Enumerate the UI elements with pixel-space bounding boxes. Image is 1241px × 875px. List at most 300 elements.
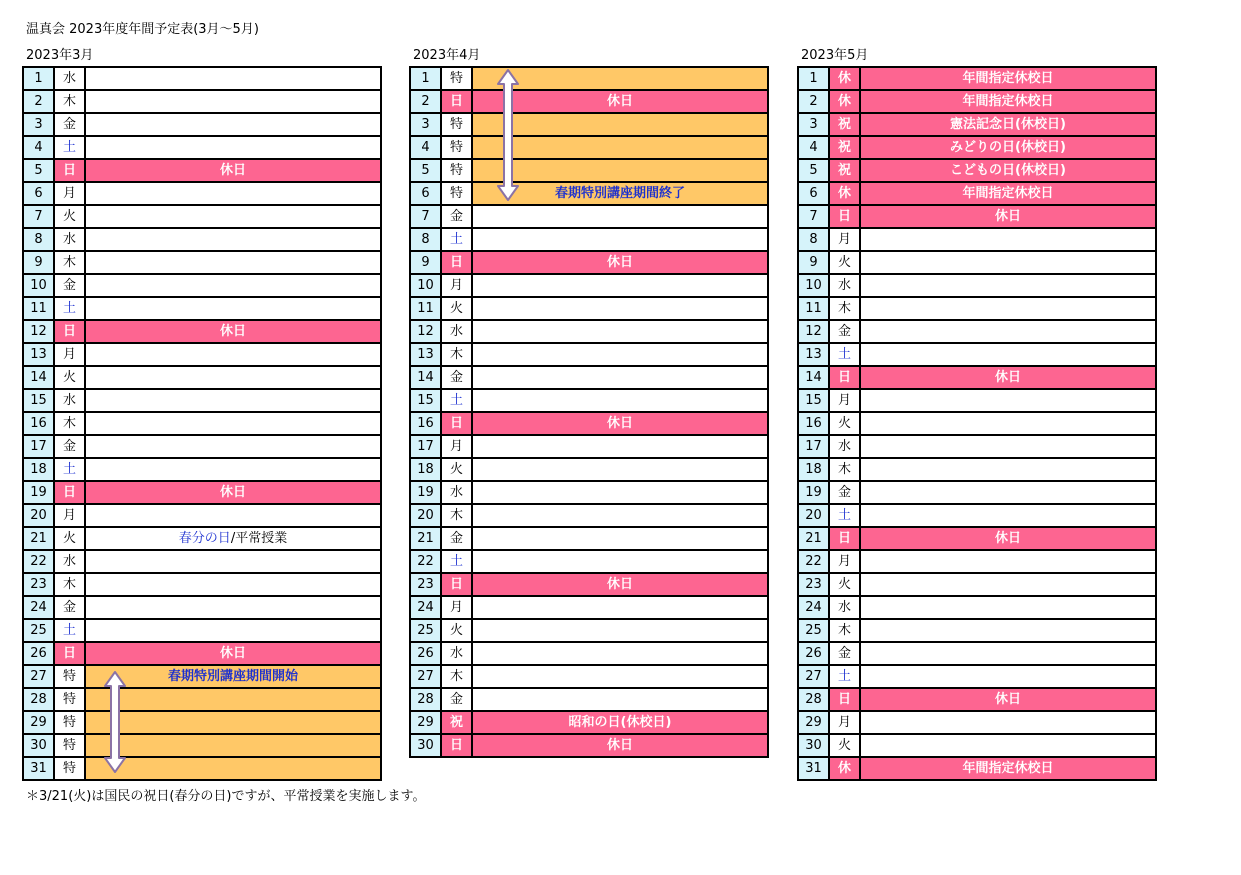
calendar-row <box>410 205 768 228</box>
day-number-cell: 4 <box>410 136 441 159</box>
schedule-note-cell <box>860 251 1156 274</box>
weekday-cell: 水 <box>441 481 472 504</box>
calendar-row <box>23 711 381 734</box>
calendar-row <box>23 665 381 688</box>
month-title-march: 2023年3月 <box>26 48 94 63</box>
calendar-row <box>798 619 1156 642</box>
day-number-cell: 17 <box>798 435 829 458</box>
schedule-note-cell <box>860 228 1156 251</box>
weekday-cell: 祝 <box>441 711 472 734</box>
day-number-cell: 21 <box>23 527 54 550</box>
schedule-note-cell: 休日 <box>860 688 1156 711</box>
schedule-note-cell <box>472 642 768 665</box>
day-number-cell: 4 <box>23 136 54 159</box>
calendar-row <box>410 113 768 136</box>
calendar-row <box>23 136 381 159</box>
schedule-note-cell: 年間指定休校日 <box>860 182 1156 205</box>
schedule-note-cell <box>85 182 381 205</box>
weekday-cell: 木 <box>441 504 472 527</box>
weekday-cell: 特 <box>54 665 85 688</box>
schedule-note-cell <box>85 458 381 481</box>
day-number-cell: 26 <box>23 642 54 665</box>
calendar-row <box>410 228 768 251</box>
weekday-cell: 水 <box>54 550 85 573</box>
schedule-note-cell <box>860 389 1156 412</box>
schedule-note-cell <box>85 343 381 366</box>
schedule-note-cell <box>85 688 381 711</box>
calendar-row <box>410 688 768 711</box>
day-number-cell: 25 <box>798 619 829 642</box>
weekday-cell: 月 <box>54 504 85 527</box>
day-number-cell: 18 <box>23 458 54 481</box>
calendar-row <box>798 136 1156 159</box>
day-number-cell: 9 <box>23 251 54 274</box>
calendar-row <box>410 389 768 412</box>
day-number-cell: 24 <box>798 596 829 619</box>
document-title: 温真会 2023年度年間予定表(3月～5月) <box>26 22 259 37</box>
calendar-row <box>798 228 1156 251</box>
day-number-cell: 22 <box>23 550 54 573</box>
weekday-cell: 火 <box>441 458 472 481</box>
schedule-note-cell: 休日 <box>860 527 1156 550</box>
schedule-note-cell: 休日 <box>85 481 381 504</box>
calendar-row <box>410 642 768 665</box>
calendar-row <box>798 550 1156 573</box>
schedule-note-cell <box>85 619 381 642</box>
weekday-cell: 休 <box>829 90 860 113</box>
schedule-note-cell <box>472 527 768 550</box>
weekday-cell: 木 <box>441 343 472 366</box>
day-number-cell: 16 <box>410 412 441 435</box>
weekday-cell: 休 <box>829 757 860 780</box>
day-number-cell: 11 <box>410 297 441 320</box>
day-number-cell: 15 <box>798 389 829 412</box>
day-number-cell: 3 <box>23 113 54 136</box>
day-number-cell: 27 <box>798 665 829 688</box>
schedule-note-cell <box>472 481 768 504</box>
weekday-cell: 土 <box>54 619 85 642</box>
month-title-may: 2023年5月 <box>801 48 869 63</box>
day-number-cell: 4 <box>798 136 829 159</box>
day-number-cell: 13 <box>798 343 829 366</box>
calendar-row <box>23 642 381 665</box>
calendar-row <box>798 67 1156 90</box>
calendar-row <box>23 458 381 481</box>
calendar-row <box>410 435 768 458</box>
calendar-row <box>798 205 1156 228</box>
calendar-row <box>23 343 381 366</box>
day-number-cell: 21 <box>410 527 441 550</box>
calendar-row <box>798 320 1156 343</box>
calendar-row <box>23 527 381 550</box>
weekday-cell: 日 <box>54 642 85 665</box>
calendar-table-march <box>22 66 382 781</box>
day-number-cell: 5 <box>410 159 441 182</box>
calendar-row <box>23 320 381 343</box>
schedule-note-cell: 休日 <box>85 320 381 343</box>
weekday-cell: 月 <box>54 343 85 366</box>
weekday-cell: 金 <box>54 113 85 136</box>
calendar-row <box>798 366 1156 389</box>
day-number-cell: 31 <box>23 757 54 780</box>
calendar-row <box>23 251 381 274</box>
day-number-cell: 7 <box>23 205 54 228</box>
schedule-note-cell <box>85 550 381 573</box>
weekday-cell: 金 <box>54 596 85 619</box>
month-title-april: 2023年4月 <box>413 48 481 63</box>
weekday-cell: 特 <box>441 159 472 182</box>
calendar-row <box>798 159 1156 182</box>
day-number-cell: 20 <box>410 504 441 527</box>
weekday-cell: 金 <box>829 320 860 343</box>
calendar-row <box>410 527 768 550</box>
calendar-row <box>798 527 1156 550</box>
schedule-note-cell: 憲法記念日(休校日) <box>860 113 1156 136</box>
day-number-cell: 6 <box>23 182 54 205</box>
weekday-cell: 月 <box>441 435 472 458</box>
weekday-cell: 土 <box>54 297 85 320</box>
weekday-cell: 特 <box>441 113 472 136</box>
schedule-note-cell <box>472 435 768 458</box>
schedule-note-cell: 休日 <box>860 366 1156 389</box>
day-number-cell: 22 <box>410 550 441 573</box>
weekday-cell: 月 <box>829 389 860 412</box>
weekday-cell: 火 <box>829 573 860 596</box>
schedule-note-cell <box>85 389 381 412</box>
day-number-cell: 25 <box>23 619 54 642</box>
day-number-cell: 5 <box>23 159 54 182</box>
weekday-cell: 火 <box>441 297 472 320</box>
schedule-note-cell <box>472 550 768 573</box>
schedule-note-cell <box>472 205 768 228</box>
calendar-table-may <box>797 66 1157 781</box>
schedule-note-cell: 休日 <box>472 251 768 274</box>
schedule-note-cell <box>85 435 381 458</box>
day-number-cell: 23 <box>23 573 54 596</box>
weekday-cell: 日 <box>829 366 860 389</box>
day-number-cell: 20 <box>23 504 54 527</box>
schedule-note-cell <box>860 274 1156 297</box>
schedule-note-cell <box>472 619 768 642</box>
calendar-row <box>410 596 768 619</box>
day-number-cell: 27 <box>410 665 441 688</box>
weekday-cell: 金 <box>441 366 472 389</box>
weekday-cell: 月 <box>829 228 860 251</box>
day-number-cell: 16 <box>23 412 54 435</box>
weekday-cell: 水 <box>441 642 472 665</box>
day-number-cell: 2 <box>23 90 54 113</box>
calendar-row <box>798 573 1156 596</box>
day-number-cell: 26 <box>410 642 441 665</box>
weekday-cell: 木 <box>829 619 860 642</box>
weekday-cell: 月 <box>441 274 472 297</box>
calendar-row <box>410 665 768 688</box>
weekday-cell: 特 <box>441 67 472 90</box>
day-number-cell: 27 <box>23 665 54 688</box>
schedule-note-cell: 休日 <box>85 159 381 182</box>
weekday-cell: 祝 <box>829 159 860 182</box>
calendar-row <box>23 619 381 642</box>
schedule-note-cell <box>85 596 381 619</box>
calendar-row <box>798 389 1156 412</box>
schedule-note-cell <box>85 90 381 113</box>
schedule-note-cell <box>472 665 768 688</box>
weekday-cell: 火 <box>829 251 860 274</box>
schedule-note-cell: 休日 <box>472 573 768 596</box>
calendar-row <box>798 757 1156 780</box>
weekday-cell: 水 <box>829 274 860 297</box>
day-number-cell: 14 <box>23 366 54 389</box>
calendar-row <box>23 734 381 757</box>
calendar-row <box>23 596 381 619</box>
day-number-cell: 12 <box>410 320 441 343</box>
schedule-note-cell <box>472 389 768 412</box>
schedule-note-cell: 昭和の日(休校日) <box>472 711 768 734</box>
day-number-cell: 17 <box>23 435 54 458</box>
class-status-text: /平常授業 <box>230 531 288 546</box>
day-number-cell: 13 <box>410 343 441 366</box>
weekday-cell: 火 <box>441 619 472 642</box>
calendar-row <box>23 504 381 527</box>
schedule-note-cell <box>860 481 1156 504</box>
day-number-cell: 23 <box>410 573 441 596</box>
weekday-cell: 土 <box>829 343 860 366</box>
calendar-row <box>798 458 1156 481</box>
weekday-cell: 土 <box>441 389 472 412</box>
weekday-cell: 日 <box>54 320 85 343</box>
calendar-table-april <box>409 66 769 758</box>
weekday-cell: 特 <box>54 711 85 734</box>
calendar-row <box>798 251 1156 274</box>
calendar-row <box>410 619 768 642</box>
calendar-row <box>798 596 1156 619</box>
day-number-cell: 28 <box>410 688 441 711</box>
schedule-note-cell <box>472 274 768 297</box>
period-arrow-april-icon <box>496 68 520 202</box>
schedule-note-cell: 年間指定休校日 <box>860 90 1156 113</box>
day-number-cell: 23 <box>798 573 829 596</box>
weekday-cell: 月 <box>829 550 860 573</box>
schedule-note-cell <box>85 711 381 734</box>
weekday-cell: 日 <box>829 688 860 711</box>
schedule-note-cell <box>860 297 1156 320</box>
day-number-cell: 22 <box>798 550 829 573</box>
schedule-note-cell <box>85 274 381 297</box>
schedule-note-cell <box>860 711 1156 734</box>
day-number-cell: 16 <box>798 412 829 435</box>
schedule-note-cell: みどりの日(休校日) <box>860 136 1156 159</box>
schedule-note-cell <box>860 550 1156 573</box>
weekday-cell: 火 <box>54 205 85 228</box>
weekday-cell: 土 <box>829 504 860 527</box>
calendar-row <box>410 734 768 757</box>
day-number-cell: 1 <box>23 67 54 90</box>
calendar-row <box>23 90 381 113</box>
day-number-cell: 30 <box>798 734 829 757</box>
calendar-row <box>410 320 768 343</box>
weekday-cell: 金 <box>441 527 472 550</box>
weekday-cell: 日 <box>829 527 860 550</box>
schedule-note-cell <box>860 573 1156 596</box>
calendar-row <box>798 343 1156 366</box>
calendar-row <box>798 711 1156 734</box>
calendar-row <box>798 90 1156 113</box>
weekday-cell: 日 <box>441 90 472 113</box>
day-number-cell: 12 <box>23 320 54 343</box>
day-number-cell: 31 <box>798 757 829 780</box>
calendar-row <box>410 504 768 527</box>
weekday-cell: 水 <box>829 596 860 619</box>
day-number-cell: 9 <box>798 251 829 274</box>
day-number-cell: 26 <box>798 642 829 665</box>
calendar-row <box>798 435 1156 458</box>
schedule-note-cell <box>860 619 1156 642</box>
calendar-row <box>23 205 381 228</box>
day-number-cell: 19 <box>23 481 54 504</box>
schedule-note-cell: 年間指定休校日 <box>860 67 1156 90</box>
weekday-cell: 水 <box>54 228 85 251</box>
day-number-cell: 3 <box>798 113 829 136</box>
schedule-note-cell <box>860 734 1156 757</box>
day-number-cell: 18 <box>410 458 441 481</box>
day-number-cell: 6 <box>798 182 829 205</box>
calendar-row <box>410 481 768 504</box>
weekday-cell: 木 <box>54 90 85 113</box>
schedule-note-cell: こどもの日(休校日) <box>860 159 1156 182</box>
day-number-cell: 19 <box>410 481 441 504</box>
schedule-note-cell <box>472 320 768 343</box>
weekday-cell: 土 <box>54 136 85 159</box>
calendar-row <box>23 688 381 711</box>
day-number-cell: 14 <box>410 366 441 389</box>
calendar-row <box>798 182 1156 205</box>
weekday-cell: 日 <box>441 251 472 274</box>
schedule-note-cell <box>472 297 768 320</box>
calendar-row <box>23 412 381 435</box>
schedule-note-cell <box>85 504 381 527</box>
weekday-cell: 水 <box>441 320 472 343</box>
weekday-cell: 土 <box>441 550 472 573</box>
day-number-cell: 18 <box>798 458 829 481</box>
schedule-note-cell <box>472 596 768 619</box>
schedule-note-cell: 休日 <box>860 205 1156 228</box>
weekday-cell: 金 <box>441 688 472 711</box>
schedule-note-cell <box>85 205 381 228</box>
schedule-note-cell <box>85 757 381 780</box>
schedule-note-cell <box>472 343 768 366</box>
calendar-row <box>798 412 1156 435</box>
weekday-cell: 金 <box>829 642 860 665</box>
calendar-row <box>798 642 1156 665</box>
calendar-row <box>798 297 1156 320</box>
schedule-note-cell <box>860 435 1156 458</box>
calendar-row <box>410 274 768 297</box>
calendar-row <box>798 504 1156 527</box>
day-number-cell: 29 <box>798 711 829 734</box>
schedule-note-cell: 休日 <box>472 412 768 435</box>
weekday-cell: 木 <box>54 573 85 596</box>
calendar-row <box>23 481 381 504</box>
schedule-note-cell <box>860 343 1156 366</box>
schedule-note-cell <box>472 228 768 251</box>
calendar-row <box>798 113 1156 136</box>
day-number-cell: 19 <box>798 481 829 504</box>
weekday-cell: 月 <box>54 182 85 205</box>
schedule-note-cell <box>85 67 381 90</box>
day-number-cell: 30 <box>410 734 441 757</box>
calendar-row <box>798 274 1156 297</box>
day-number-cell: 17 <box>410 435 441 458</box>
weekday-cell: 木 <box>54 412 85 435</box>
day-number-cell: 2 <box>798 90 829 113</box>
schedule-note-cell <box>85 527 381 550</box>
schedule-note-cell <box>85 573 381 596</box>
weekday-cell: 特 <box>54 734 85 757</box>
weekday-cell: 日 <box>54 481 85 504</box>
weekday-cell: 日 <box>441 573 472 596</box>
weekday-cell: 火 <box>54 527 85 550</box>
calendar-row <box>410 343 768 366</box>
schedule-note-cell <box>860 665 1156 688</box>
weekday-cell: 祝 <box>829 136 860 159</box>
schedule-note-cell <box>85 228 381 251</box>
calendar-row <box>798 734 1156 757</box>
calendar-row <box>798 481 1156 504</box>
day-number-cell: 8 <box>410 228 441 251</box>
schedule-note-cell <box>85 251 381 274</box>
weekday-cell: 特 <box>441 136 472 159</box>
schedule-note-cell <box>85 734 381 757</box>
schedule-note-cell <box>472 688 768 711</box>
day-number-cell: 29 <box>410 711 441 734</box>
calendar-row <box>23 573 381 596</box>
calendar-row <box>23 435 381 458</box>
schedule-note-cell <box>860 458 1156 481</box>
day-number-cell: 11 <box>23 297 54 320</box>
weekday-cell: 火 <box>829 734 860 757</box>
day-number-cell: 5 <box>798 159 829 182</box>
day-number-cell: 10 <box>798 274 829 297</box>
day-number-cell: 8 <box>23 228 54 251</box>
weekday-cell: 日 <box>441 412 472 435</box>
schedule-note-cell: 休日 <box>472 734 768 757</box>
weekday-cell: 土 <box>441 228 472 251</box>
weekday-cell: 月 <box>441 596 472 619</box>
day-number-cell: 15 <box>410 389 441 412</box>
day-number-cell: 7 <box>410 205 441 228</box>
calendar-row <box>23 113 381 136</box>
weekday-cell: 金 <box>441 205 472 228</box>
calendar-row <box>23 366 381 389</box>
day-number-cell: 3 <box>410 113 441 136</box>
weekday-cell: 金 <box>829 481 860 504</box>
calendar-row <box>23 228 381 251</box>
calendar-row <box>410 251 768 274</box>
calendar-row <box>410 182 768 205</box>
day-number-cell: 20 <box>798 504 829 527</box>
weekday-cell: 水 <box>829 435 860 458</box>
schedule-note-cell <box>860 504 1156 527</box>
day-number-cell: 24 <box>410 596 441 619</box>
calendar-row <box>410 297 768 320</box>
calendar-row <box>410 67 768 90</box>
day-number-cell: 2 <box>410 90 441 113</box>
calendar-row <box>410 366 768 389</box>
weekday-cell: 休 <box>829 67 860 90</box>
schedule-note-cell: 休日 <box>85 642 381 665</box>
day-number-cell: 15 <box>23 389 54 412</box>
calendar-row <box>23 297 381 320</box>
